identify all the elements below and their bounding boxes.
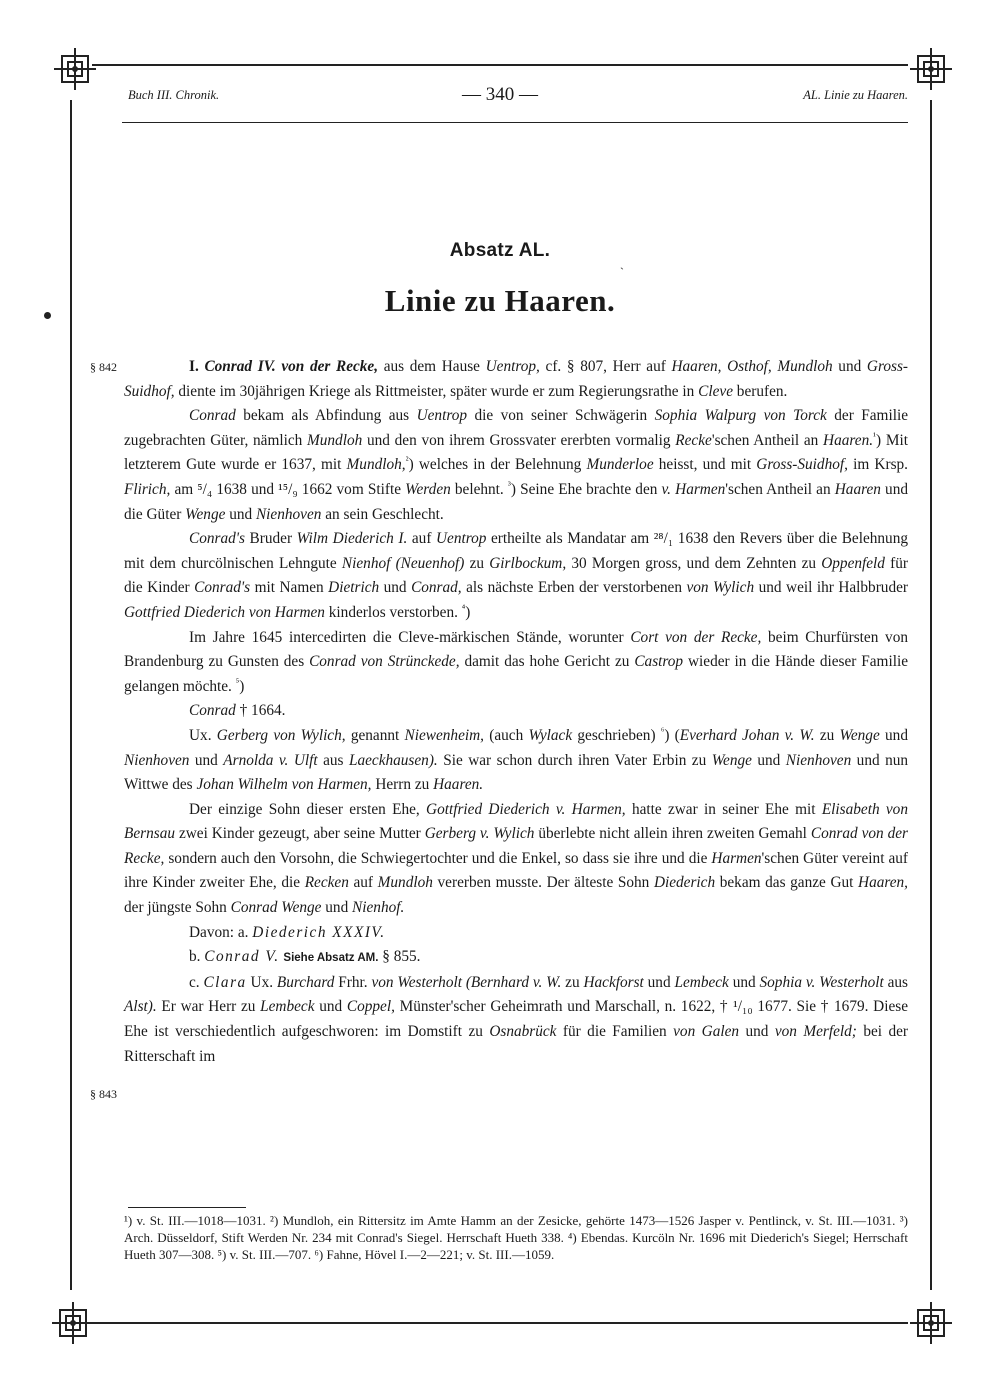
text-run: Nienhoven <box>255 505 322 523</box>
text-run: Wylack <box>528 726 573 744</box>
text-run: Arnolda v. Ulft <box>223 751 318 769</box>
text-run: ⁶ <box>660 725 665 737</box>
text-run: Werden <box>405 480 451 498</box>
frame-bottom-border <box>92 1322 908 1324</box>
text-run: im Krsp. <box>847 456 908 474</box>
text-run: ) welches in der Belehnung <box>408 456 587 474</box>
text-run: Wenge <box>839 726 880 744</box>
text-run: Munderloe <box>586 456 654 474</box>
text-run: wieder in die Hände dieser Familie gelangen möchte. <box>124 653 908 695</box>
text-run: und <box>751 751 786 769</box>
footnote-text: ¹) v. St. III.—1018—1031. ²) Mundloh, ein Rittersitz im Amte Hamm an der Zesicke, gehörte 1473—1526 Jasper v. Pentlinck, v. St. III.—1031. ³) Arch. Düsseldorf, Stift Werden Nr. 234 mit Conrad's Siegel. Herrschaft Hueth 338. ⁴) Ebendas. Kurcöln Nr. 1696 mit Diederich's Siegel; Herrschaft Hueth 307—308. ⁵) v. St. III.—707. ⁶) Fahne, Hövel I.—2—221; v. St. III.—1059. <box>124 1213 908 1262</box>
text-run: geschrieben) <box>572 726 661 744</box>
text-run: und <box>321 899 353 917</box>
text-run: genannt <box>345 726 405 744</box>
text-run: b. <box>189 948 205 966</box>
text-run: Conrad Wenge <box>230 899 322 917</box>
text-run: für die Familien <box>556 1023 674 1041</box>
text-run: und <box>189 751 224 769</box>
text-run: ertheilte als Mandatar am <box>486 530 654 548</box>
text-run: Oppenfeld <box>821 554 885 572</box>
text-run: vererben musste. Der älteste Sohn <box>432 874 654 892</box>
text-run: Conrad's <box>189 530 245 548</box>
text-run: damit das hohe Gericht zu <box>459 653 635 671</box>
text-run: Bruder <box>244 530 297 548</box>
text-run: 'schen Antheil an <box>725 480 835 498</box>
text-run: Clara <box>203 973 247 991</box>
text-run: Sophia v. Westerholt <box>759 973 884 991</box>
text-run: sondern auch den Vorsohn, die Schwiegertochter und die Enkel, so dass sie ihre und die <box>164 849 712 867</box>
text-run: und die Güter <box>124 480 909 523</box>
paragraph <box>124 527 908 625</box>
text-run: an sein Geschlecht. <box>321 505 444 523</box>
paragraph <box>124 626 908 700</box>
paragraph <box>124 724 908 798</box>
text-run: Ux. <box>189 726 217 744</box>
text-run: Diederich <box>653 874 716 892</box>
text-run: und <box>643 973 675 991</box>
text-run: 30 Morgen gross, und dem Zehnten zu <box>566 554 822 572</box>
frame-right-border <box>930 100 932 1290</box>
text-run: Burchard <box>276 973 335 991</box>
text-run: 1638 den Revers über die Belehnung mit dem churcölnischen Lehngute <box>124 530 908 572</box>
footnotes <box>124 1212 908 1263</box>
text-run: auf <box>348 874 378 892</box>
text-run: ) ( <box>664 726 680 744</box>
text-run: von Merfeld; <box>774 1023 857 1041</box>
text-run: † 1664. <box>235 702 286 720</box>
text-run: als nächste Erben der verstorbenen <box>461 579 687 597</box>
text-run: der jüngste Sohn <box>124 899 231 917</box>
frame-top-border <box>92 64 908 66</box>
text-run: für die Kinder <box>124 554 908 597</box>
text-run: Nienhoven <box>785 751 852 769</box>
text-run: aus dem Hause <box>378 358 486 375</box>
text-run: Gerberg von Wylich, <box>216 726 346 744</box>
text-run: Sie war schon durch ihren Vater Erbin zu <box>437 751 712 769</box>
text-run: ) Seine Ehe brachte den <box>510 480 662 498</box>
text-run: beim Churfürsten von Brandenburg zu Gunsten des <box>124 628 908 671</box>
text-run: berufen. <box>732 382 788 400</box>
text-run: Uentrop <box>416 407 468 425</box>
section-number-842: § 842 <box>90 360 117 374</box>
paragraph <box>124 921 908 946</box>
text-run: aus <box>883 973 909 991</box>
text-run: hatte zwar in seiner Ehe mit <box>625 800 822 818</box>
text-run: und <box>379 579 412 597</box>
text-run: cf. § 807, Herr auf <box>539 358 672 375</box>
frame-left-border <box>70 100 72 1290</box>
text-run: Everhard Johan v. W. <box>679 726 815 744</box>
paragraph <box>124 404 908 527</box>
text-run: Mundloh, <box>346 456 406 474</box>
text-run: von Wylich <box>686 579 755 597</box>
text-run: Frhr. <box>334 973 372 991</box>
text-run: und <box>314 998 347 1016</box>
text-run: Conrad <box>189 407 236 425</box>
text-run: Conrad <box>189 702 236 720</box>
text-run: Laeckhausen). <box>348 751 438 769</box>
text-run: Wenge <box>185 505 226 523</box>
text-run: Uentrop <box>436 530 487 548</box>
text-run: zu <box>464 554 490 572</box>
text-run: auf <box>407 530 436 548</box>
text-run: Haaren. <box>823 431 874 449</box>
text-run: und <box>832 358 867 375</box>
text-run: und <box>879 726 908 744</box>
text-run: Recke <box>675 431 712 449</box>
text-run: (auch <box>484 726 529 744</box>
text-run: Er war Herr zu <box>156 998 261 1016</box>
paragraph <box>124 971 908 1069</box>
text-run: ⁵/₄ <box>197 480 213 498</box>
text-run: und <box>739 1023 775 1041</box>
text-run: ¹⁵/₉ <box>278 480 298 498</box>
text-run: 'schen Antheil an <box>711 431 824 449</box>
text-run: Nienhof (Neuenhof) <box>341 554 465 572</box>
ornament-corner-bottom-right-icon <box>908 1300 954 1346</box>
text-run: zu <box>814 726 840 744</box>
text-run: ⁵ <box>235 676 240 688</box>
text-run: bekam als Abfindung aus <box>235 407 417 425</box>
text-run: Gerberg v. Wylich <box>424 825 535 843</box>
paragraph <box>124 699 908 724</box>
text-run: ²⁸/₁ <box>653 530 674 548</box>
text-run: und weil ihr Halbbruder <box>754 579 908 597</box>
text-run: ) Mit letzterem Gute wurde er 1637, mit <box>124 431 908 474</box>
text-run: Cleve <box>698 382 733 400</box>
text-run: Conrad, <box>411 579 462 597</box>
text-run: heisst, und mit <box>653 456 757 474</box>
paragraph <box>124 945 908 971</box>
text-run: Wilm Diederich I. <box>296 530 408 548</box>
running-header-left: Buch III. Chronik. <box>128 88 220 102</box>
text-run: Münster'scher Geheimrath und Marschall, n. 1622, † ¹/₁₀ 1677. Sie † 1679. Diese Ehe ist verschiedentlich aufgeschworen: im Domstift zu <box>124 998 908 1041</box>
text-run: Nienhof. <box>352 899 405 917</box>
text-run: diente im 30jährigen Kriege als Rittmeister, später wurde er zum Regierungsrathe in <box>174 382 699 400</box>
text-run: c. <box>189 973 204 991</box>
stray-mark-icon: ˏ <box>620 256 624 270</box>
text-run: Cort von der Recke, <box>630 628 762 646</box>
text-run: Sophia Walpurg von Torck <box>654 407 827 425</box>
text-run: Mundloh <box>307 431 363 449</box>
page-title: Linie zu Haaren. <box>384 283 616 318</box>
text-run: ⁴ <box>461 602 466 614</box>
text-run: Coppel, <box>346 998 395 1016</box>
text-run: Gottfried Diederich v. Harmen, <box>426 800 626 818</box>
text-run: Gross-Suidhof, <box>756 456 848 474</box>
text-run: die von seiner Schwägerin <box>467 407 655 425</box>
text-run: 1662 vom Stifte <box>297 480 406 498</box>
text-run: 1638 und <box>212 480 279 498</box>
text-run: ) <box>465 603 471 621</box>
text-run: kinderlos verstorben. <box>324 603 462 621</box>
text-run: Ux. <box>246 973 277 991</box>
text-run: Siehe Absatz AM. <box>283 952 379 965</box>
body-text <box>124 355 908 1069</box>
text-run: Recken <box>304 874 349 892</box>
text-run: Girlbockum, <box>489 554 567 572</box>
text-run: Lembeck <box>260 998 315 1016</box>
text-run: Lembeck <box>674 973 729 991</box>
text-run: Haaren, Osthof, Mundloh <box>671 358 833 375</box>
text-run: und nun Wittwe des <box>124 751 909 794</box>
text-run: Alst). <box>124 998 157 1016</box>
header-rule <box>122 122 908 123</box>
ornament-corner-bottom-left-icon <box>50 1300 96 1346</box>
text-run: Nienhoven <box>124 751 190 769</box>
text-run: § 855. <box>378 948 421 966</box>
text-run: aus <box>317 751 349 769</box>
text-run: Castrop <box>634 653 684 671</box>
text-run: ¹ <box>873 430 877 442</box>
text-run: Gross-Suidhof, <box>124 358 908 400</box>
text-run: belehnt. <box>450 480 508 498</box>
text-run: Herrn zu <box>371 776 434 794</box>
text-run: I. <box>189 358 205 375</box>
text-run: und <box>728 973 760 991</box>
section-number-843: § 843 <box>90 1087 117 1101</box>
running-header-right: AL. Linie zu Haaren. <box>803 88 908 102</box>
text-run: zwei Kinder gezeugt, aber seine Mutter <box>175 825 425 843</box>
text-run: Conrad von Strünckede, <box>309 653 460 671</box>
text-run: Haaren, <box>858 874 909 892</box>
text-run: der Familie zugebrachten Güter, nämlich <box>124 407 908 449</box>
text-run: und den von ihrem Grossvater ererbten vormalig <box>362 431 676 449</box>
text-run: Conrad IV. von der Recke, <box>204 358 379 375</box>
text-run: und <box>225 505 256 523</box>
text-run: Johan Wilhelm von Harmen, <box>196 776 372 794</box>
text-run: ) <box>239 677 245 695</box>
text-run: Hackforst <box>583 973 644 991</box>
text-run: v. Harmen <box>661 480 726 498</box>
text-run: Harmen <box>711 849 762 867</box>
text-run: von Galen <box>673 1023 740 1041</box>
section-label: Absatz AL. <box>449 240 551 261</box>
text-run: Uentrop, <box>485 358 540 375</box>
page-number: — 340 — <box>462 84 538 105</box>
text-run: Der einzige Sohn dieser ersten Ehe, <box>189 800 427 818</box>
paragraph <box>124 798 908 921</box>
text-run: ² <box>405 455 409 467</box>
text-run: Mundloh <box>377 874 433 892</box>
text-run: überlebte nicht allein ihren zweiten Gemahl <box>534 825 811 843</box>
text-run: Wenge <box>711 751 752 769</box>
text-run: Davon: a. <box>189 923 253 941</box>
text-run: Conrad's <box>194 579 251 597</box>
text-run: bei der Ritterschaft im <box>124 1023 908 1065</box>
text-run: Gottfried Diederich von Harmen <box>124 603 325 621</box>
text-run: Diederich XXXIV. <box>252 923 386 941</box>
text-run: ³ <box>507 479 511 491</box>
text-run: Im Jahre 1645 intercedirten die Cleve-märkischen Stände, worunter <box>189 628 631 646</box>
footnote-rule <box>128 1207 246 1208</box>
text-run: mit Namen <box>250 579 329 597</box>
text-run: Flirich, <box>124 480 171 498</box>
text-run: am <box>170 480 198 498</box>
text-run: Elisabeth von Bernsau <box>124 800 908 843</box>
paragraph <box>124 355 908 404</box>
text-run: Haaren. <box>433 776 484 794</box>
text-run: Haaren <box>834 480 881 498</box>
text-run: Conrad V. <box>204 948 280 966</box>
text-run: Osnabrück <box>489 1023 557 1041</box>
text-run: Dietrich <box>328 579 380 597</box>
text-run: zu <box>561 973 584 991</box>
text-run: Niewenheim, <box>404 726 484 744</box>
text-run: Conrad von der Recke, <box>124 825 908 867</box>
text-run: 'schen Güter vereint auf ihre Kinder zweiter Ehe, die <box>124 849 909 892</box>
text-run: bekam das ganze Gut <box>715 874 859 892</box>
text-run: von Westerholt (Bernhard v. W. <box>371 973 562 991</box>
